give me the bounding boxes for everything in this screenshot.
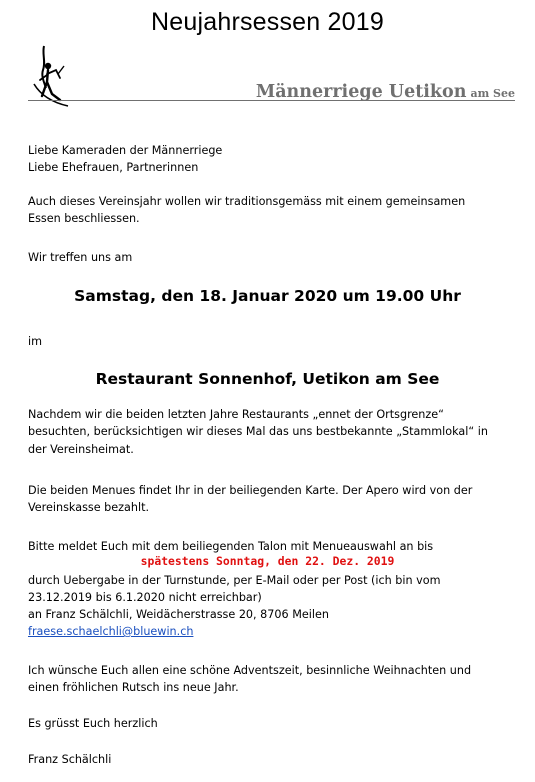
para2-line-2: Vereinskasse bezahlt. bbox=[28, 501, 150, 514]
para3-line-3: 23.12.2019 bis 6.1.2020 nicht erreichbar) bbox=[28, 591, 262, 604]
header-divider bbox=[28, 100, 515, 101]
document-title: Neujahrsessen 2019 bbox=[151, 8, 384, 36]
para2-line-1: Die beiden Menues findet Ihr in der beiliegenden Karte. Der Apero wird von der bbox=[28, 484, 473, 497]
para3-line-1: Bitte meldet Euch mit dem beiliegenden Talon mit Menueauswahl an bis bbox=[28, 540, 434, 553]
para1-line-1: Nachdem wir die beiden letzten Jahre Restaurants „ennet der Ortsgrenze“ bbox=[28, 408, 444, 421]
event-date: Samstag, den 18. Januar 2020 um 19.00 Uhr bbox=[74, 287, 461, 305]
organization-name-main: Männerriege Uetikon bbox=[255, 82, 467, 102]
organization-name-suffix: am See bbox=[470, 87, 515, 100]
intro-line-1: Auch dieses Vereinsjahr wollen wir traditionsgemäss mit einem gemeinsamen bbox=[28, 195, 466, 208]
para3-line-4: an Franz Schälchli, Weidächerstrasse 20, 8706 Meilen bbox=[28, 608, 329, 621]
wish-line-2: einen fröhlichen Rutsch ins neue Jahr. bbox=[28, 681, 239, 694]
event-venue: Restaurant Sonnenhof, Uetikon am See bbox=[95, 370, 440, 388]
para1-line-3: der Vereinsheimat. bbox=[28, 443, 134, 456]
intro-line-2: Essen beschliessen. bbox=[28, 212, 140, 225]
email-link[interactable]: fraese.schaelchli@bluewin.ch bbox=[28, 625, 194, 638]
signature-name: Franz Schälchli bbox=[28, 753, 112, 766]
gymnast-logo-icon bbox=[30, 44, 74, 108]
deadline-text: spätestens Sonntag, den 22. Dez. 2019 bbox=[140, 554, 395, 568]
meet-text: Wir treffen uns am bbox=[28, 251, 133, 264]
salutation-line-1: Liebe Kameraden der Männerriege bbox=[28, 144, 223, 157]
wish-line-1: Ich wünsche Euch allen eine schöne Adventszeit, besinnliche Weihnachten und bbox=[28, 664, 472, 677]
organization-name bbox=[256, 82, 515, 102]
para1-line-2: besuchten, berücksichtigen wir dieses Mal das uns bestbekannte „Stammlokal“ in bbox=[28, 425, 488, 438]
closing-text: Es grüsst Euch herzlich bbox=[28, 717, 158, 730]
para3-line-2: durch Uebergabe in der Turnstunde, per E-Mail oder per Post (ich bin vom bbox=[28, 574, 441, 587]
im-text: im bbox=[28, 335, 43, 348]
salutation-line-2: Liebe Ehefrauen, Partnerinnen bbox=[28, 161, 199, 174]
